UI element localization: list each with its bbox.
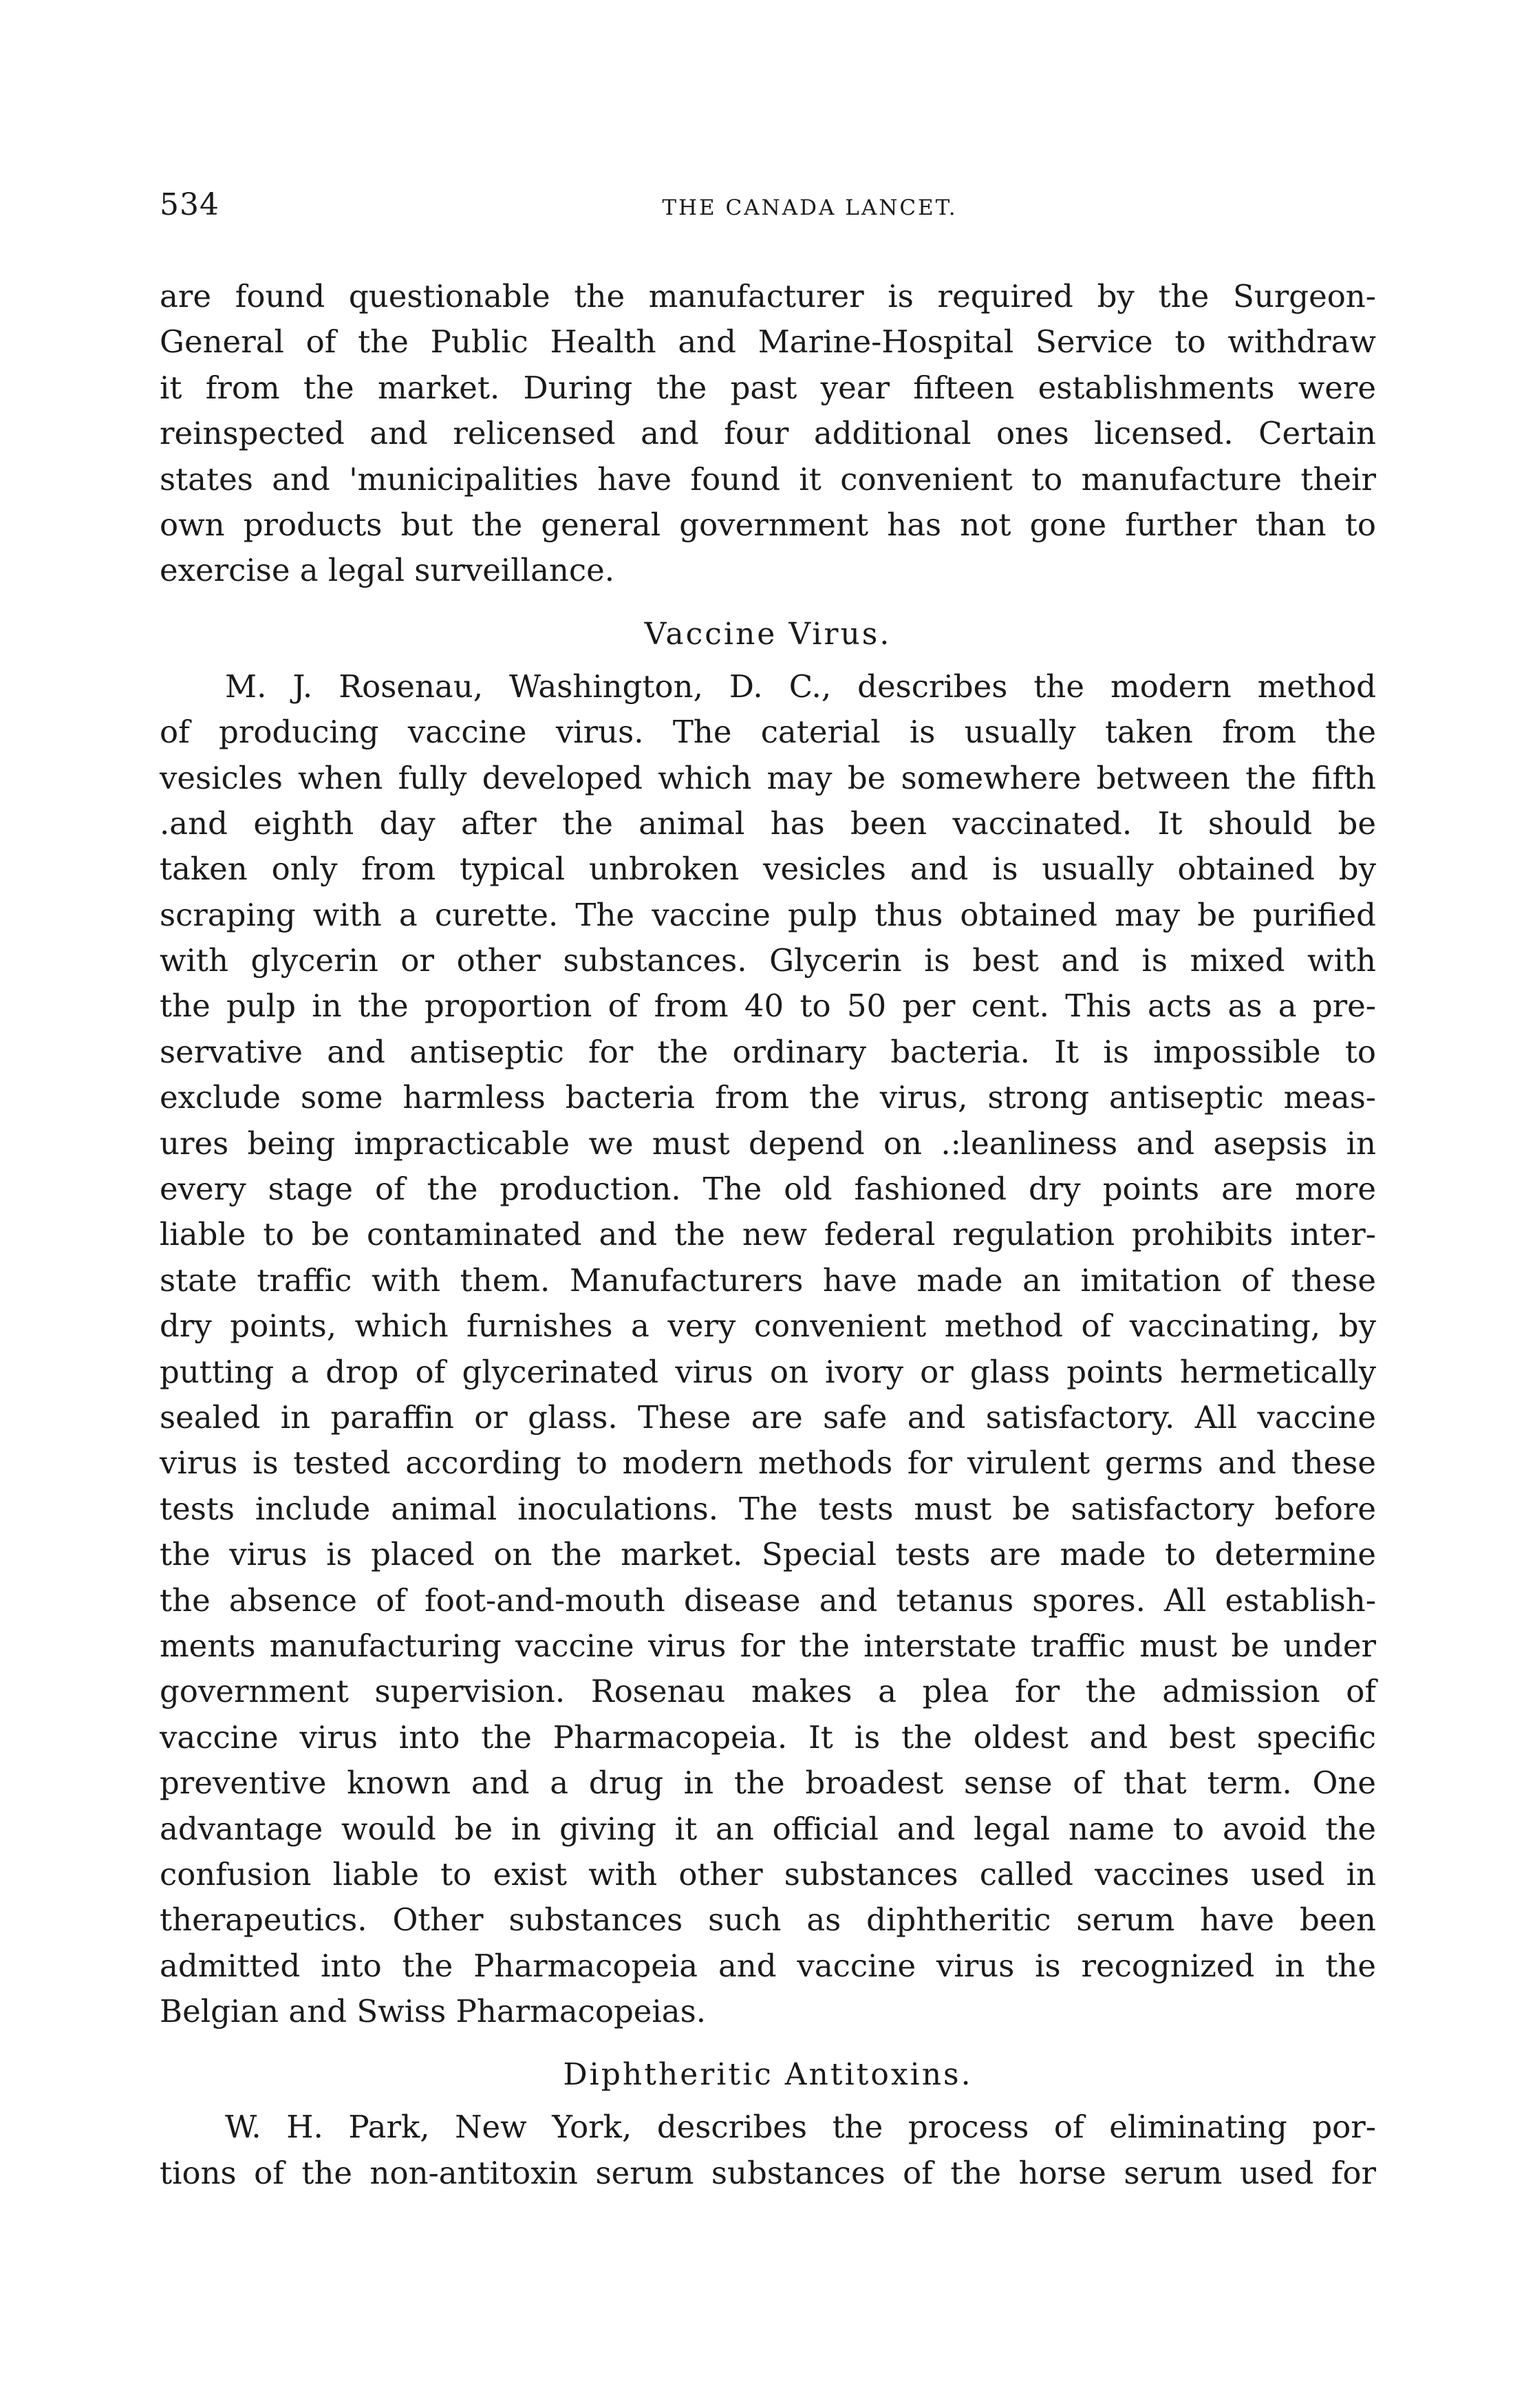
text-line: government supervision. Rosenau makes a plea for the admission of — [160, 1673, 1376, 1710]
text-line: reinspected and relicensed and four additional ones licensed. Certain — [160, 415, 1376, 452]
page-number: 534 — [160, 187, 219, 222]
text-line: the absence of foot-and-mouth disease and tetanus spores. All establish- — [160, 1581, 1376, 1619]
paragraph-1 — [160, 274, 1376, 594]
text-line: vesicles when fully developed which may be somewhere between the fifth — [160, 759, 1376, 796]
text-line: servative and antiseptic for the ordinary bacteria. It is impossible to — [160, 1033, 1376, 1070]
text-line: with glycerin or other substances. Glycerin is best and is mixed with — [160, 942, 1376, 979]
text-line: preventive known and a drug in the broadest sense of that term. One — [160, 1765, 1376, 1802]
text-line: putting a drop of glycerinated virus on ivory or glass points hermetically — [160, 1353, 1376, 1390]
paragraph-3 — [160, 2105, 1376, 2196]
text-line: taken only from typical unbroken vesicles and is usually obtained by — [160, 851, 1376, 888]
body-text — [160, 274, 1376, 2196]
text-line: ures being impracticable we must depend on .:leanliness and asepsis in — [160, 1125, 1376, 1162]
spacer — [160, 2034, 1376, 2052]
text-line: ments manufacturing vaccine virus for the interstate traffic must be under — [160, 1627, 1376, 1664]
paragraph-2 — [160, 664, 1376, 2035]
text-line: confusion liable to exist with other substances called vaccines used in — [160, 1855, 1376, 1893]
text-line: General of the Public Health and Marine-Hospital Service to withdraw — [160, 323, 1376, 361]
text-line: tions of the non-antitoxin serum substances of the horse serum used for — [160, 2154, 1376, 2191]
text-line: the virus is placed on the market. Special tests are made to determine — [160, 1536, 1376, 1573]
text-line: are found questionable the manufacturer is required by the Surgeon- — [160, 278, 1376, 315]
section-heading-vaccine-virus: Vaccine Virus. — [644, 616, 892, 652]
text-line: M. J. Rosenau, Washington, D. C., describes the modern method — [225, 668, 1376, 705]
text-line: tests include animal inoculations. The tests must be satisfactory before — [160, 1490, 1376, 1527]
section-heading-diphtheritic-antitoxins: Diphtheritic Antitoxins. — [563, 2057, 973, 2093]
text-line: states and 'municipalities have found it convenient to manufacture their — [160, 460, 1376, 498]
text-line: it from the market. During the past year fifteen establishments were — [160, 369, 1376, 406]
text-line: virus is tested according to modern methods for virulent germs and these — [160, 1445, 1376, 1482]
spacer — [160, 657, 1376, 664]
text-line: .and eighth day after the animal has been vaccinated. It should be — [160, 805, 1376, 842]
text-line: exclude some harmless bacteria from the virus, strong antiseptic meas- — [160, 1079, 1376, 1116]
text-line: W. H. Park, New York, describes the process of eliminating por- — [225, 2109, 1376, 2146]
text-line: therapeutics. Other substances such as diphtheritic serum have been — [160, 1901, 1376, 1939]
text-line: admitted into the Pharmacopeia and vaccine virus is recognized in the — [160, 1947, 1376, 1984]
text-line: Belgian and Swiss Pharmacopeias. — [160, 1993, 707, 2030]
text-line: of producing vaccine virus. The caterial is usually taken from the — [160, 714, 1376, 751]
text-line: vaccine virus into the Pharmacopeia. It is the oldest and best specific — [160, 1718, 1376, 1756]
spacer — [160, 2098, 1376, 2105]
text-line: dry points, which furnishes a very convenient method of vaccinating, by — [160, 1308, 1376, 1345]
text-line: every stage of the production. The old fashioned dry points are more — [160, 1171, 1376, 1208]
page-header — [160, 184, 1398, 233]
text-line: state traffic with them. Manufacturers have made an imitation of these — [160, 1261, 1376, 1299]
text-line: sealed in paraffin or glass. These are safe and satisfactory. All vaccine — [160, 1398, 1376, 1436]
text-line: exercise a legal surveillance. — [160, 552, 615, 589]
text-line: the pulp in the proportion of from 40 to 50 per cent. This acts as a pre- — [160, 988, 1376, 1025]
text-line: liable to be contaminated and the new federal regulation prohibits inter- — [160, 1216, 1376, 1253]
spacer — [160, 594, 1376, 612]
running-title: THE CANADA LANCET. — [662, 195, 958, 220]
text-line: scraping with a curette. The vaccine pulp thus obtained may be purified — [160, 896, 1376, 933]
text-line: own products but the general government has not gone further than to — [160, 506, 1376, 543]
text-line: advantage would be in giving it an official and legal name to avoid the — [160, 1810, 1376, 1847]
